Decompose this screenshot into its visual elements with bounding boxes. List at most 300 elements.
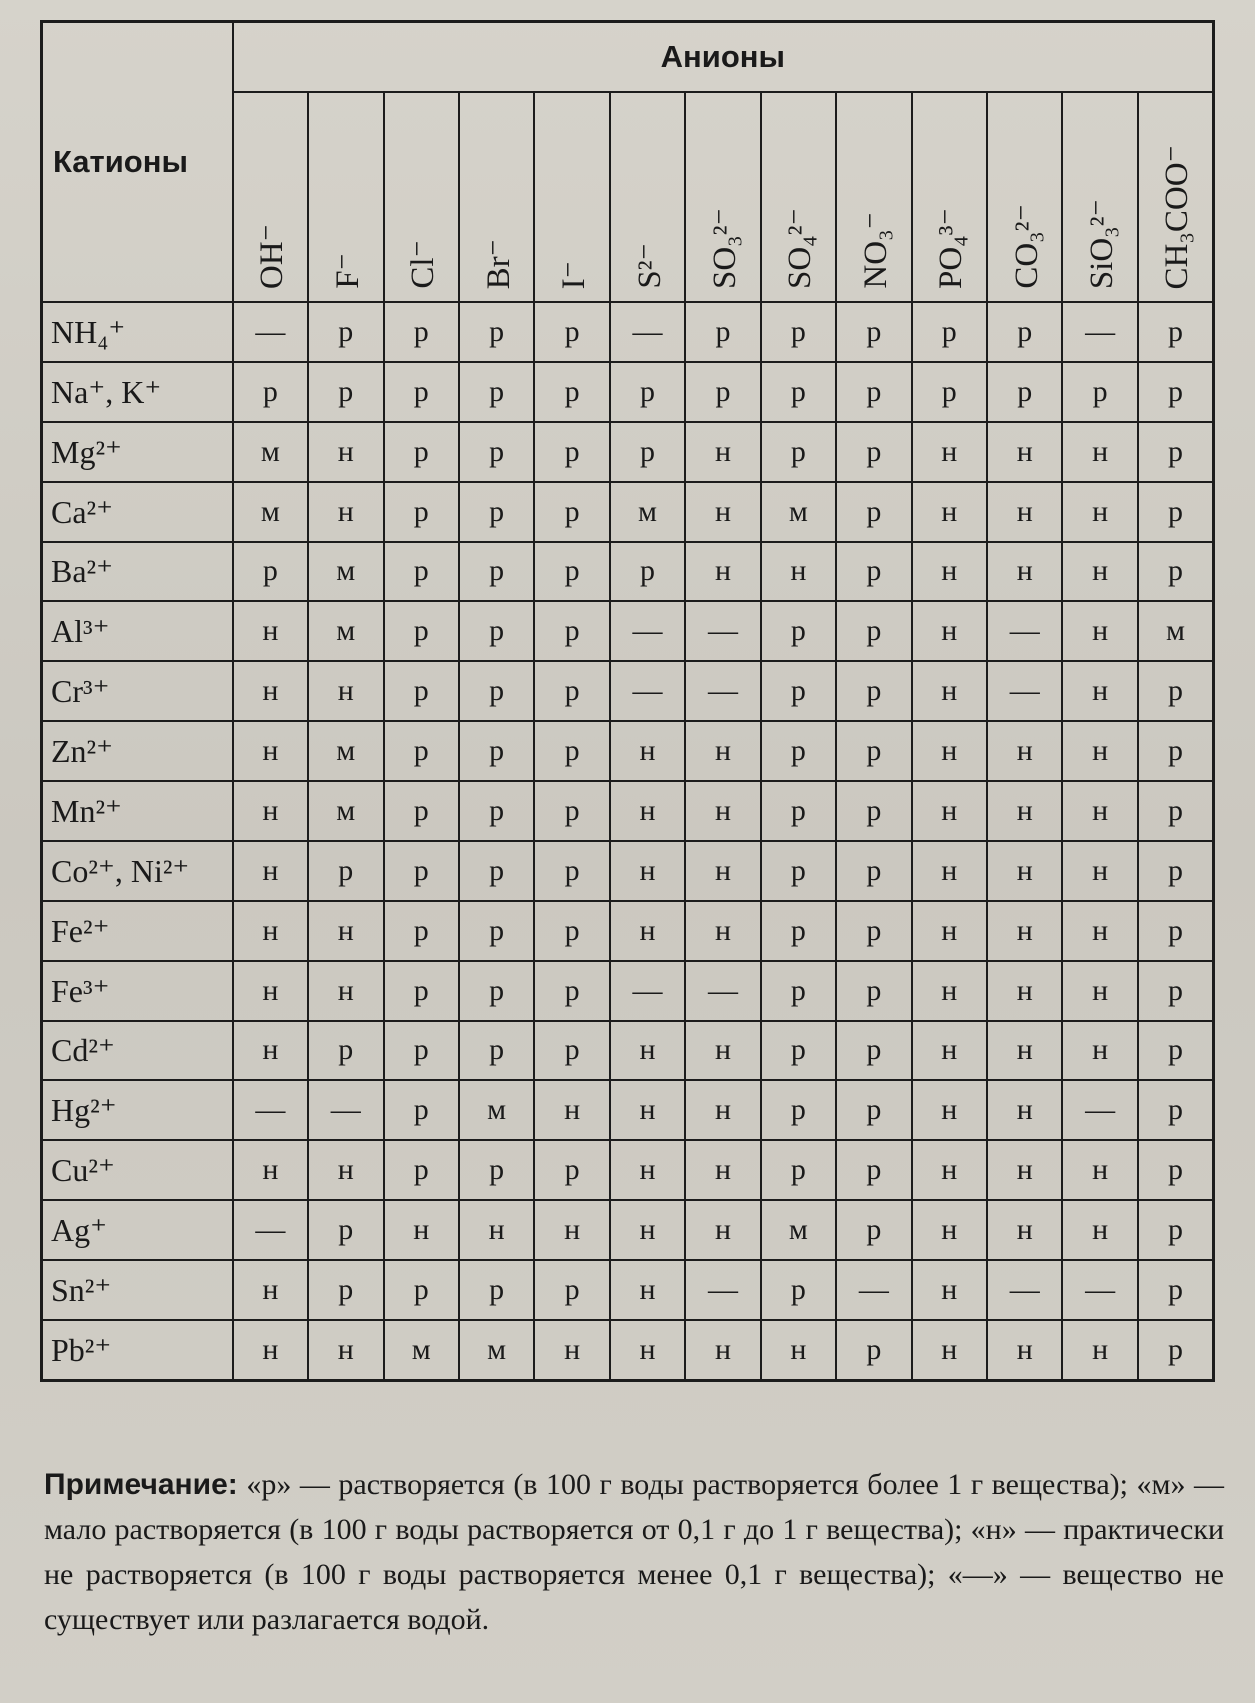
- solubility-cell: н: [987, 482, 1062, 542]
- table-row: [42, 542, 1214, 602]
- solubility-cell: р: [459, 841, 534, 901]
- solubility-cell: н: [233, 1320, 308, 1381]
- cation-label: Zn²⁺: [42, 721, 233, 781]
- solubility-cell: н: [308, 661, 383, 721]
- solubility-cell: р: [233, 362, 308, 422]
- header-row-anions: [42, 22, 1214, 93]
- table-row: [42, 302, 1214, 362]
- solubility-cell: м: [233, 422, 308, 482]
- table-row: [42, 721, 1214, 781]
- solubility-cell: —: [836, 1260, 911, 1320]
- solubility-cell: р: [987, 362, 1062, 422]
- solubility-cell: н: [308, 482, 383, 542]
- solubility-cell: м: [459, 1320, 534, 1381]
- solubility-cell: р: [685, 362, 760, 422]
- solubility-cell: н: [912, 482, 987, 542]
- solubility-cell: н: [685, 1320, 760, 1381]
- solubility-cell: р: [459, 721, 534, 781]
- solubility-cell: м: [761, 1200, 836, 1260]
- solubility-cell: р: [1138, 1320, 1214, 1381]
- solubility-cell: р: [384, 482, 459, 542]
- anion-label: I⁻: [556, 260, 593, 289]
- solubility-cell: р: [761, 362, 836, 422]
- anion-header: [233, 92, 308, 302]
- anion-label: Br⁻: [480, 238, 517, 289]
- anion-label: S²⁻: [631, 243, 668, 289]
- solubility-cell: —: [685, 601, 760, 661]
- cation-label: Ca²⁺: [42, 482, 233, 542]
- anion-label: Cl⁻: [405, 240, 442, 289]
- solubility-cell: н: [610, 1140, 685, 1200]
- solubility-cell: р: [384, 1080, 459, 1140]
- solubility-cell: р: [610, 362, 685, 422]
- solubility-cell: р: [836, 1080, 911, 1140]
- solubility-cell: р: [384, 721, 459, 781]
- solubility-cell: —: [987, 601, 1062, 661]
- solubility-cell: —: [233, 1080, 308, 1140]
- solubility-cell: р: [1138, 901, 1214, 961]
- solubility-cell: н: [308, 961, 383, 1021]
- solubility-cell: н: [459, 1200, 534, 1260]
- solubility-cell: р: [534, 661, 609, 721]
- solubility-cell: —: [1062, 1080, 1137, 1140]
- anion-header: [836, 92, 911, 302]
- solubility-cell: р: [534, 362, 609, 422]
- solubility-cell: р: [384, 661, 459, 721]
- solubility-cell: н: [233, 721, 308, 781]
- solubility-cell: р: [836, 362, 911, 422]
- solubility-cell: р: [534, 302, 609, 362]
- solubility-cell: р: [761, 302, 836, 362]
- solubility-cell: н: [308, 901, 383, 961]
- anion-label: NO₃⁻: [857, 212, 894, 289]
- solubility-cell: —: [233, 1200, 308, 1260]
- solubility-cell: н: [912, 721, 987, 781]
- solubility-cell: р: [987, 302, 1062, 362]
- solubility-cell: —: [987, 1260, 1062, 1320]
- solubility-cell: н: [233, 661, 308, 721]
- solubility-cell: р: [384, 542, 459, 602]
- anion-header: [459, 92, 534, 302]
- solubility-cell: н: [233, 901, 308, 961]
- solubility-cell: н: [1062, 542, 1137, 602]
- solubility-cell: р: [1062, 362, 1137, 422]
- solubility-cell: р: [1138, 1080, 1214, 1140]
- solubility-cell: н: [308, 1320, 383, 1381]
- solubility-cell: н: [987, 721, 1062, 781]
- solubility-cell: р: [308, 1200, 383, 1260]
- solubility-cell: р: [610, 422, 685, 482]
- table-row: [42, 781, 1214, 841]
- solubility-cell: р: [534, 1260, 609, 1320]
- anion-label: SO₄²⁻: [782, 207, 819, 289]
- solubility-cell: р: [761, 901, 836, 961]
- solubility-cell: р: [1138, 961, 1214, 1021]
- solubility-cell: н: [610, 1080, 685, 1140]
- table-row: [42, 601, 1214, 661]
- solubility-cell: н: [1062, 1200, 1137, 1260]
- cation-label: Fe³⁺: [42, 961, 233, 1021]
- solubility-cell: р: [534, 1021, 609, 1081]
- solubility-cell: н: [685, 781, 760, 841]
- note: [44, 1462, 1224, 1642]
- solubility-cell: н: [987, 1080, 1062, 1140]
- solubility-cell: н: [610, 1260, 685, 1320]
- solubility-cell: м: [610, 482, 685, 542]
- solubility-cell: н: [1062, 841, 1137, 901]
- solubility-cell: р: [534, 781, 609, 841]
- solubility-cell: р: [1138, 362, 1214, 422]
- solubility-cell: —: [685, 1260, 760, 1320]
- solubility-cell: р: [836, 1021, 911, 1081]
- solubility-cell: н: [912, 961, 987, 1021]
- solubility-cell: н: [610, 1021, 685, 1081]
- solubility-table: [40, 20, 1215, 1382]
- solubility-cell: р: [1138, 1140, 1214, 1200]
- solubility-cell: р: [308, 302, 383, 362]
- solubility-cell: н: [308, 422, 383, 482]
- solubility-cell: —: [685, 661, 760, 721]
- solubility-cell: н: [987, 841, 1062, 901]
- solubility-cell: р: [1138, 661, 1214, 721]
- solubility-cell: р: [459, 422, 534, 482]
- solubility-cell: р: [459, 1140, 534, 1200]
- solubility-cell: н: [685, 901, 760, 961]
- solubility-cell: н: [1062, 422, 1137, 482]
- solubility-cell: н: [912, 781, 987, 841]
- cation-label: Mg²⁺: [42, 422, 233, 482]
- solubility-cell: р: [912, 362, 987, 422]
- solubility-cell: р: [534, 601, 609, 661]
- table-row: [42, 1320, 1214, 1381]
- anion-header: [761, 92, 836, 302]
- solubility-cell: —: [610, 661, 685, 721]
- cation-label: Al³⁺: [42, 601, 233, 661]
- solubility-cell: н: [1062, 601, 1137, 661]
- solubility-cell: н: [610, 901, 685, 961]
- cation-label: Cd²⁺: [42, 1021, 233, 1081]
- solubility-cell: р: [685, 302, 760, 362]
- solubility-cell: н: [685, 422, 760, 482]
- solubility-cell: р: [1138, 841, 1214, 901]
- solubility-cell: н: [1062, 901, 1137, 961]
- solubility-cell: н: [685, 1080, 760, 1140]
- solubility-cell: р: [761, 721, 836, 781]
- table-row: [42, 1021, 1214, 1081]
- solubility-cell: н: [534, 1200, 609, 1260]
- solubility-cell: р: [836, 841, 911, 901]
- solubility-cell: н: [987, 1021, 1062, 1081]
- solubility-cell: н: [761, 542, 836, 602]
- solubility-cell: р: [308, 1021, 383, 1081]
- table-row: [42, 961, 1214, 1021]
- solubility-cell: —: [308, 1080, 383, 1140]
- solubility-cell: р: [836, 482, 911, 542]
- solubility-cell: р: [308, 1260, 383, 1320]
- solubility-cell: р: [836, 1200, 911, 1260]
- cation-label: Sn²⁺: [42, 1260, 233, 1320]
- solubility-cell: н: [1062, 482, 1137, 542]
- solubility-cell: н: [987, 901, 1062, 961]
- solubility-cell: м: [308, 721, 383, 781]
- solubility-cell: р: [1138, 542, 1214, 602]
- table-row: [42, 901, 1214, 961]
- solubility-cell: р: [384, 841, 459, 901]
- solubility-cell: р: [459, 661, 534, 721]
- anion-label: CH₃COO⁻: [1159, 144, 1196, 289]
- solubility-cell: р: [761, 422, 836, 482]
- solubility-cell: р: [384, 781, 459, 841]
- solubility-cell: н: [685, 1021, 760, 1081]
- solubility-cell: н: [1062, 661, 1137, 721]
- note-label: Примечание:: [44, 1468, 238, 1501]
- solubility-cell: н: [912, 661, 987, 721]
- solubility-cell: р: [1138, 1021, 1214, 1081]
- solubility-cell: р: [1138, 781, 1214, 841]
- solubility-cell: н: [912, 1021, 987, 1081]
- solubility-cell: р: [534, 901, 609, 961]
- solubility-cell: н: [912, 841, 987, 901]
- solubility-cell: н: [912, 901, 987, 961]
- solubility-cell: р: [459, 781, 534, 841]
- solubility-cell: н: [987, 422, 1062, 482]
- solubility-cell: р: [1138, 302, 1214, 362]
- cation-label: Cr³⁺: [42, 661, 233, 721]
- solubility-cell: р: [384, 362, 459, 422]
- cation-label: Ba²⁺: [42, 542, 233, 602]
- solubility-cell: н: [987, 1140, 1062, 1200]
- solubility-cell: н: [233, 1140, 308, 1200]
- solubility-cell: р: [836, 302, 911, 362]
- table-row: [42, 1140, 1214, 1200]
- solubility-cell: р: [459, 542, 534, 602]
- solubility-cell: н: [1062, 1140, 1137, 1200]
- solubility-cell: —: [987, 661, 1062, 721]
- solubility-cell: н: [233, 841, 308, 901]
- solubility-cell: р: [761, 601, 836, 661]
- solubility-cell: н: [233, 1021, 308, 1081]
- solubility-cell: р: [459, 362, 534, 422]
- note-text: «р» — растворяется (в 100 г воды растворяется более 1 г вещества); «м» — мало растворяется (в 100 г воды растворяется от 0,1 г до 1 г вещества); «н» — практически не растворяется (в 100 г воды растворяется менее 0,1 г вещества); «—» — вещество не существует или разлагается водой.: [44, 1468, 1224, 1636]
- solubility-cell: н: [233, 1260, 308, 1320]
- solubility-cell: н: [384, 1200, 459, 1260]
- solubility-cell: н: [685, 542, 760, 602]
- solubility-cell: м: [384, 1320, 459, 1381]
- solubility-cell: н: [685, 841, 760, 901]
- solubility-cell: р: [761, 1140, 836, 1200]
- solubility-cell: р: [384, 1140, 459, 1200]
- solubility-cell: р: [534, 482, 609, 542]
- solubility-cell: н: [987, 1320, 1062, 1381]
- table-row: [42, 422, 1214, 482]
- solubility-cell: р: [836, 661, 911, 721]
- solubility-cell: р: [459, 482, 534, 542]
- solubility-cell: н: [912, 422, 987, 482]
- solubility-cell: р: [836, 721, 911, 781]
- solubility-cell: н: [1062, 961, 1137, 1021]
- solubility-cell: н: [610, 1320, 685, 1381]
- solubility-cell: р: [459, 961, 534, 1021]
- solubility-cell: н: [912, 1200, 987, 1260]
- solubility-cell: р: [836, 422, 911, 482]
- solubility-cell: р: [1138, 482, 1214, 542]
- solubility-cell: р: [534, 542, 609, 602]
- cation-label: Pb²⁺: [42, 1320, 233, 1381]
- solubility-cell: н: [610, 841, 685, 901]
- table-row: [42, 841, 1214, 901]
- solubility-cell: р: [836, 601, 911, 661]
- solubility-cell: н: [1062, 1021, 1137, 1081]
- solubility-cell: н: [912, 1080, 987, 1140]
- solubility-cell: н: [912, 1140, 987, 1200]
- solubility-cell: р: [534, 1140, 609, 1200]
- solubility-cell: —: [1062, 1260, 1137, 1320]
- solubility-cell: р: [761, 781, 836, 841]
- solubility-cell: р: [534, 721, 609, 781]
- solubility-cell: р: [836, 781, 911, 841]
- solubility-cell: р: [459, 1021, 534, 1081]
- solubility-cell: р: [761, 661, 836, 721]
- anion-header: [912, 92, 987, 302]
- solubility-cell: н: [534, 1080, 609, 1140]
- solubility-cell: р: [761, 1021, 836, 1081]
- solubility-cell: н: [610, 1200, 685, 1260]
- solubility-cell: р: [384, 601, 459, 661]
- anion-header: [1062, 92, 1137, 302]
- table-body: [42, 302, 1214, 1381]
- solubility-cell: н: [912, 1320, 987, 1381]
- anion-header: [308, 92, 383, 302]
- solubility-cell: н: [987, 781, 1062, 841]
- solubility-cell: р: [534, 422, 609, 482]
- anion-header: [384, 92, 459, 302]
- solubility-cell: н: [610, 721, 685, 781]
- cation-label: Mn²⁺: [42, 781, 233, 841]
- cation-label: Hg²⁺: [42, 1080, 233, 1140]
- solubility-cell: р: [761, 961, 836, 1021]
- solubility-cell: р: [233, 542, 308, 602]
- solubility-cell: р: [384, 302, 459, 362]
- solubility-cell: р: [1138, 422, 1214, 482]
- cations-header: Катионы: [42, 22, 233, 303]
- anion-label: SiO₃²⁻: [1084, 198, 1121, 289]
- solubility-cell: р: [459, 901, 534, 961]
- solubility-cell: н: [685, 1140, 760, 1200]
- solubility-cell: н: [987, 1200, 1062, 1260]
- solubility-cell: н: [308, 1140, 383, 1200]
- solubility-cell: м: [459, 1080, 534, 1140]
- solubility-cell: м: [308, 781, 383, 841]
- solubility-cell: н: [987, 542, 1062, 602]
- table-row: [42, 1200, 1214, 1260]
- cation-label: Na⁺, K⁺: [42, 362, 233, 422]
- solubility-cell: р: [384, 1260, 459, 1320]
- table-row: [42, 661, 1214, 721]
- solubility-cell: н: [912, 1260, 987, 1320]
- anion-label: CO₃²⁻: [1008, 204, 1045, 289]
- solubility-cell: р: [534, 841, 609, 901]
- solubility-cell: м: [308, 542, 383, 602]
- solubility-cell: р: [384, 901, 459, 961]
- cation-label: Ag⁺: [42, 1200, 233, 1260]
- solubility-cell: м: [308, 601, 383, 661]
- anion-header: [534, 92, 609, 302]
- solubility-cell: м: [761, 482, 836, 542]
- solubility-cell: р: [836, 961, 911, 1021]
- solubility-cell: р: [836, 901, 911, 961]
- solubility-cell: р: [836, 1320, 911, 1381]
- solubility-cell: р: [1138, 1200, 1214, 1260]
- solubility-cell: р: [836, 542, 911, 602]
- solubility-cell: н: [233, 781, 308, 841]
- solubility-cell: —: [685, 961, 760, 1021]
- anion-label: SO₃²⁻: [706, 207, 743, 289]
- anion-header: [1138, 92, 1214, 302]
- solubility-cell: н: [233, 961, 308, 1021]
- solubility-cell: р: [308, 841, 383, 901]
- solubility-cell: н: [1062, 721, 1137, 781]
- solubility-cell: н: [233, 601, 308, 661]
- solubility-cell: р: [459, 1260, 534, 1320]
- anion-header: [987, 92, 1062, 302]
- solubility-cell: р: [836, 1140, 911, 1200]
- anion-label: OH⁻: [254, 223, 291, 289]
- anion-header: [685, 92, 760, 302]
- solubility-cell: —: [610, 302, 685, 362]
- solubility-cell: н: [610, 781, 685, 841]
- solubility-cell: р: [761, 1080, 836, 1140]
- cation-label: Cu²⁺: [42, 1140, 233, 1200]
- table-row: [42, 482, 1214, 542]
- anion-header: [610, 92, 685, 302]
- cation-label: NH₄⁺: [42, 302, 233, 362]
- solubility-cell: н: [1062, 1320, 1137, 1381]
- solubility-cell: н: [1062, 781, 1137, 841]
- solubility-cell: н: [987, 961, 1062, 1021]
- solubility-cell: р: [912, 302, 987, 362]
- solubility-cell: р: [610, 542, 685, 602]
- solubility-cell: н: [685, 1200, 760, 1260]
- solubility-cell: р: [384, 961, 459, 1021]
- anion-label: PO₄³⁻: [933, 207, 970, 289]
- solubility-cell: р: [384, 1021, 459, 1081]
- table-row: [42, 1080, 1214, 1140]
- solubility-cell: —: [233, 302, 308, 362]
- cation-label: Fe²⁺: [42, 901, 233, 961]
- solubility-cell: м: [233, 482, 308, 542]
- cation-label: Co²⁺, Ni²⁺: [42, 841, 233, 901]
- solubility-cell: —: [610, 961, 685, 1021]
- anion-label: F⁻: [329, 253, 366, 289]
- solubility-cell: н: [685, 482, 760, 542]
- table-row: [42, 1260, 1214, 1320]
- solubility-cell: —: [610, 601, 685, 661]
- solubility-cell: н: [534, 1320, 609, 1381]
- solubility-cell: —: [1062, 302, 1137, 362]
- solubility-cell: м: [1138, 601, 1214, 661]
- table-row: [42, 362, 1214, 422]
- solubility-cell: н: [912, 542, 987, 602]
- solubility-cell: р: [534, 961, 609, 1021]
- solubility-cell: н: [685, 721, 760, 781]
- solubility-cell: н: [761, 1320, 836, 1381]
- solubility-cell: р: [1138, 721, 1214, 781]
- solubility-cell: р: [761, 1260, 836, 1320]
- solubility-cell: р: [761, 841, 836, 901]
- solubility-cell: р: [1138, 1260, 1214, 1320]
- anions-header: Анионы: [233, 22, 1214, 93]
- solubility-cell: р: [459, 302, 534, 362]
